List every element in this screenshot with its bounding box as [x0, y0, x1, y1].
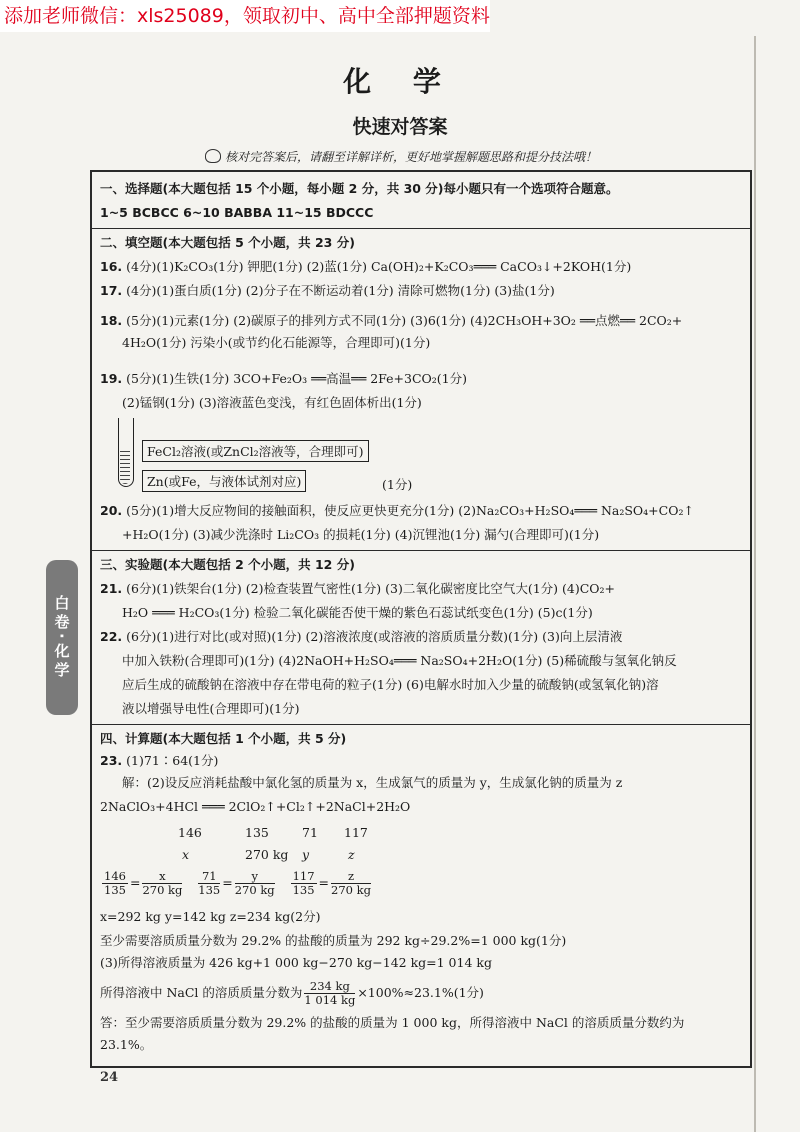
q17-text: (4分)(1)蛋白质(1分) (2)分子在不断运动着(1分) 清除可燃物(1分) (3)盐(1分)	[126, 283, 555, 298]
frac-num: y	[235, 870, 275, 884]
q16-text: (4分)(1)K₂CO₃(1分) 钾肥(1分) (2)蓝(1分) Ca(OH)₂+K₂CO₃═══ CaCO₃↓+2KOH(1分)	[126, 259, 632, 274]
mass-135: 135	[245, 825, 269, 840]
q22: 22. (6分)(1)进行对比(或对照)(1分) (2)溶液浓度(或溶液的溶质质量分数)(1分) (3)向上层清液	[100, 629, 623, 644]
q22-text-a: (6分)(1)进行对比(或对照)(1分) (2)溶液浓度(或溶液的溶质质量分数)(1分) (3)向上层清液	[126, 629, 623, 644]
promo-banner: 添加老师微信：xls25089，领取初中、高中全部押题资料	[0, 0, 490, 32]
sec2-head: 二、填空题(本大题包括 5 个小题，共 23 分)	[100, 235, 355, 250]
q23-text-a: (1)71∶64(1分)	[126, 753, 219, 768]
q22-cont-1: 中加入铁粉(合理即可)(1分) (4)2NaOH+H₂SO₄═══ Na₂SO₄+2H₂O(1分) (5)稀硫酸与氢氧化钠反	[122, 653, 677, 668]
q20-text-a: (5分)(1)增大反应物间的接触面积，使反应更快更充分(1分) (2)Na₂CO₃+H₂SO₄═══ Na₂SO₄+CO₂↑	[126, 503, 694, 518]
var-y: y	[302, 847, 310, 862]
ratio-row: $\frac{146}{135}$ = $\frac{x}{270 kg}$ $\frac{71}{135}$ = $\frac{y}{270 kg}$ $\frac{117}{135}$ = $\frac{z}{270 kg}$	[104, 869, 371, 897]
divider	[92, 228, 750, 229]
q18-text-a: (5分)(1)元素(1分) (2)碳原子的排列方式不同(1分) (3)6(1分) (4)2CH₃OH+3O₂ ══点燃══ 2CO₂+	[126, 313, 683, 328]
frac-den: 270 kg	[331, 883, 371, 897]
var-270kg: 270 kg	[245, 847, 289, 862]
q17: 17. (4分)(1)蛋白质(1分) (2)分子在不断运动着(1分) 清除可燃物(1分) (3)盐(1分)	[100, 283, 555, 298]
frac-num: z	[331, 870, 371, 884]
page-subtitle: 快速对答案	[352, 116, 448, 138]
sec4-head: 四、计算题(本大题包括 1 个小题，共 5 分)	[100, 731, 347, 746]
mass-146: 146	[178, 825, 202, 840]
q23-equation: 2NaClO₃+4HCl ═══ 2ClO₂↑+Cl₂↑+2NaCl+2H₂O	[100, 799, 411, 814]
q23-answer-cont: 23.1%。	[100, 1037, 153, 1052]
frac-num: 71	[198, 870, 220, 884]
q16: 16. (4分)(1)K₂CO₃(1分) 钾肥(1分) (2)蓝(1分) Ca(OH)₂+K₂CO₃═══ CaCO₃↓+2KOH(1分)	[100, 259, 632, 274]
q23-fraction	[100, 980, 484, 1007]
frac-den: 135	[292, 883, 315, 897]
q23-result: x=292 kg y=142 kg z=234 kg(2分)	[100, 909, 321, 924]
tip-line	[205, 148, 597, 165]
q23-part3: (3)所得溶液质量为 426 kg+1 000 kg−270 kg−142 kg=1 014 kg	[100, 955, 492, 970]
mass-71: 71	[302, 825, 318, 840]
q20: 20. (5分)(1)增大反应物间的接触面积，使反应更快更充分(1分) (2)Na₂CO₃+H₂SO₄═══ Na₂SO₄+CO₂↑	[100, 503, 694, 518]
q19-text-a: (5分)(1)生铁(1分) 3CO+Fe₂O₃ ══高温══ 2Fe+3CO₂(1分)	[126, 371, 467, 386]
q22-cont-2: 应后生成的硫酸钠在溶液中存在带电荷的粒子(1分) (6)电解水时加入少量的硫酸钠(或氢氧化钠)溶	[122, 677, 659, 692]
q23-solve: 解：(2)设反应消耗盐酸中氯化氢的质量为 x，生成氯气的质量为 y，生成氯化钠的质量为 z	[122, 775, 623, 790]
frac-x-270	[142, 870, 182, 897]
frac-y-270	[235, 870, 275, 897]
frac-71-135	[198, 870, 220, 897]
frac-den: 135	[198, 883, 221, 897]
side-tab: 白卷·化学	[46, 560, 78, 715]
frac-z-270	[331, 870, 371, 897]
q21-text-a: (6分)(1)铁架台(1分) (2)检查装置气密性(1分) (3)二氧化碳密度比空气大(1分) (4)CO₂+	[126, 581, 616, 596]
sec3-head: 三、实验题(本大题包括 2 个小题，共 12 分)	[100, 557, 355, 572]
frac-num: x	[142, 870, 182, 884]
q21: 21. (6分)(1)铁架台(1分) (2)检查装置气密性(1分) (3)二氧化碳密度比空气大(1分) (4)CO₂+	[100, 581, 616, 596]
page-number: 24	[100, 1070, 119, 1085]
scan-edge	[754, 36, 756, 1132]
tube-liquid	[120, 448, 130, 484]
divider	[92, 724, 750, 725]
tube-label-solution: FeCl₂溶液(或ZnCl₂溶液等，合理即可)	[142, 440, 369, 462]
page-title: 化 学	[343, 65, 457, 98]
sec1-answers: 1~5 BCBCC 6~10 BABBA 11~15 BDCCC	[100, 205, 374, 220]
mass-117: 117	[344, 825, 368, 840]
sec1-head: 一、选择题(本大题包括 15 个小题，每小题 2 分，共 30 分)每小题只有一个选项符合题意。	[100, 181, 619, 196]
q21-cont: H₂O ═══ H₂CO₃(1分) 检验二氧化碳能否使干燥的紫色石蕊试纸变色(1分) (5)c(1分)	[122, 605, 593, 620]
hand-pointer-icon	[205, 149, 221, 163]
q22-cont-3: 液以增强导电性(合理即可)(1分)	[122, 701, 300, 716]
divider	[92, 550, 750, 551]
var-z: z	[348, 847, 355, 862]
frac-pre: 所得溶液中 NaCl 的溶质质量分数为	[100, 985, 303, 1000]
frac-post: ×100%≈23.1%(1分)	[357, 985, 484, 1000]
var-x: x	[182, 847, 190, 862]
frac-num: 117	[292, 869, 315, 883]
frac-den: 135	[104, 883, 126, 897]
frac-den: 270 kg	[142, 883, 183, 897]
frac-den: 270 kg	[234, 883, 275, 897]
frac-146-135	[102, 870, 128, 897]
q19-score: (1分)	[382, 477, 413, 492]
q19: 19. (5分)(1)生铁(1分) 3CO+Fe₂O₃ ══高温══ 2Fe+3CO₂(1分)	[100, 371, 467, 386]
answer-frame	[90, 170, 752, 1068]
q23: 23. (1)71∶64(1分)	[100, 753, 219, 768]
tip-text: 核对完答案后，请翻至详解详析，更好地掌握解题思路和提分技法哦！	[225, 150, 598, 164]
tube-label-metal: Zn(或Fe，与液体试剂对应)	[142, 470, 306, 492]
q23-need: 至少需要溶质质量分数为 29.2% 的盐酸的质量为 292 kg÷29.2%=1 000 kg(1分)	[100, 933, 567, 948]
q18-cont: 4H₂O(1分) 污染小(或节约化石能源等，合理即可)(1分)	[122, 335, 431, 350]
q19-cont: (2)锰钢(1分) (3)溶液蓝色变浅，有红色固体析出(1分)	[122, 395, 422, 410]
q18: 18. (5分)(1)元素(1分) (2)碳原子的排列方式不同(1分) (3)6(1分) (4)2CH₃OH+3O₂ ══点燃══ 2CO₂+	[100, 313, 683, 328]
frac-nacl	[304, 980, 355, 1007]
frac-den: 1 014 kg	[304, 993, 356, 1007]
frac-117-135	[291, 870, 317, 897]
q23-answer: 答：至少需要溶质质量分数为 29.2% 的盐酸的质量为 1 000 kg，所得溶液中 NaCl 的溶质质量分数约为	[100, 1015, 685, 1030]
q20-cont: +H₂O(1分) (3)减少洗涤时 Li₂CO₃ 的损耗(1分) (4)沉锂池(1分) 漏勺(合理即可)(1分)	[122, 527, 600, 542]
frac-num: 234 kg	[304, 980, 355, 994]
frac-num: 146	[104, 869, 126, 883]
